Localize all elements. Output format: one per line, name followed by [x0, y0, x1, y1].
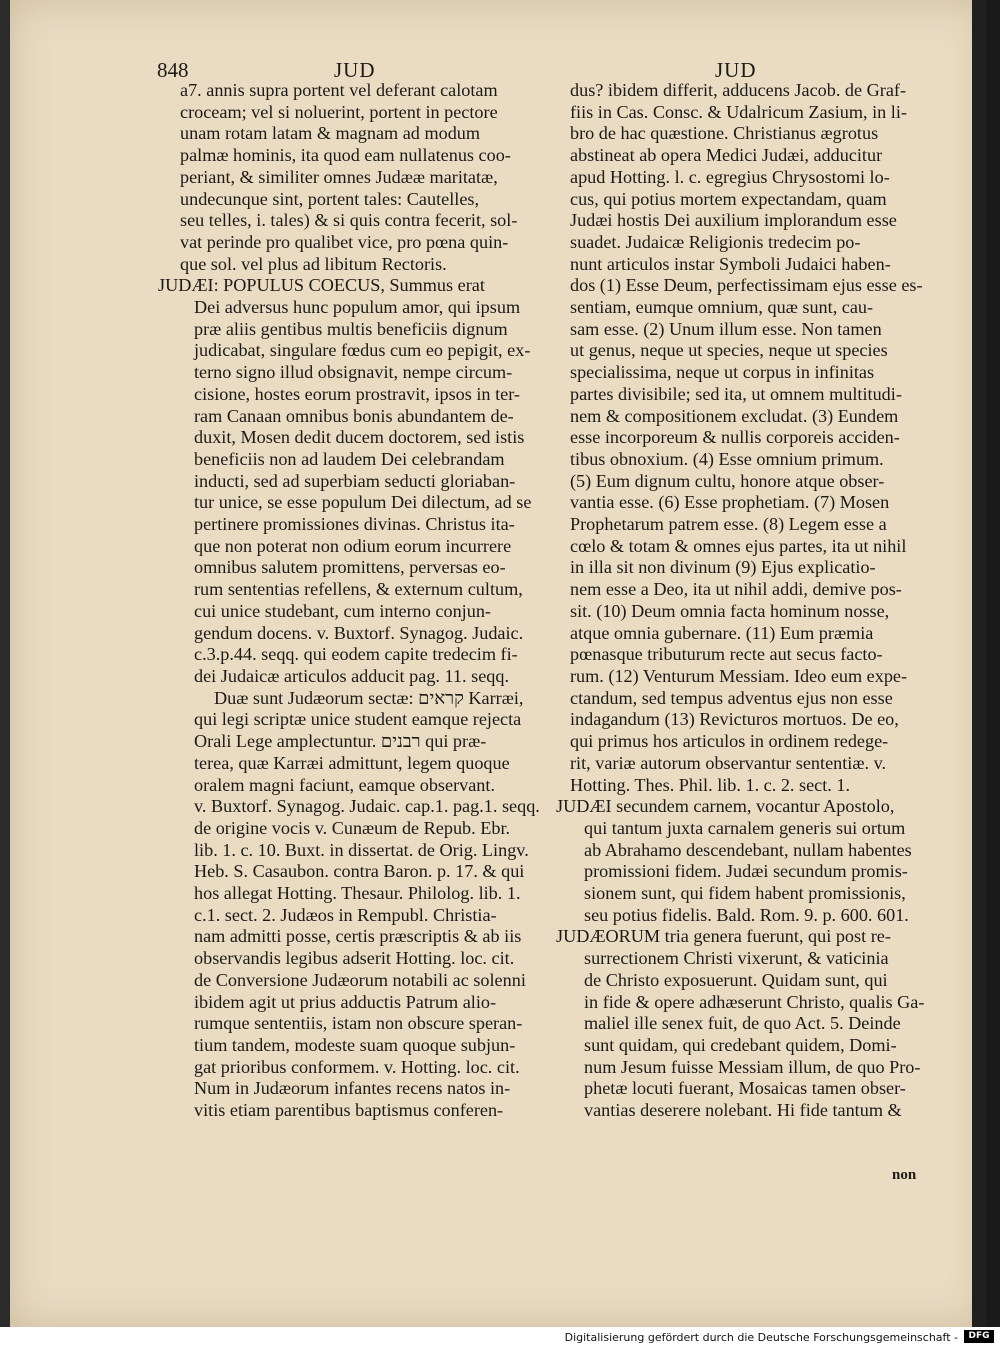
text-line: hos allegat Hotting. Thesaur. Philolog. lib. 1.	[194, 883, 521, 904]
text-line: vat perinde pro qualibet vice, pro pœna quin-	[180, 231, 509, 252]
scan-border-left	[0, 0, 10, 1327]
text-line: tibus obnoxium. (4) Esse omnium primum.	[570, 448, 884, 469]
text-line: apud Hotting. l. c. egregius Chrysostomi lo-	[570, 166, 890, 187]
book-page	[10, 0, 986, 1327]
text-line: maliel ille senex fuit, de quo Act. 5. Deinde	[584, 1013, 901, 1034]
text-line: fiis in Cas. Consc. & Udalricum Zasium, in li-	[570, 101, 907, 122]
text-line: seu potius fidelis. Bald. Rom. 9. p. 600. 601.	[584, 904, 909, 925]
text-line: undecunque sint, portent tales: Cautelles,	[180, 188, 480, 209]
running-head-left: JUD	[334, 58, 376, 82]
text-line: terea, quæ Karræi admittunt, legem quoque	[194, 752, 510, 773]
text-line: sit. (10) Deum omnia facta hominum nosse,	[570, 600, 890, 621]
text-line: vitis etiam parentibus baptismus conferen-	[194, 1100, 504, 1121]
text-line: ab Abrahamo descendebant, nullam habentes	[584, 839, 912, 860]
text-line: indagandum (13) Revicturos mortuos. De eo,	[570, 709, 899, 730]
text-line: croceam; vel si noluerint, portent in pectore	[180, 101, 498, 122]
text-line: que sol. vel plus ad libitum Rectoris.	[180, 253, 447, 274]
text-line: bro de hac quæstione. Christianus ægrotus	[570, 123, 879, 144]
text-line: tur unice, se esse populum Dei dilectum, ad se	[194, 492, 532, 513]
left-text-column	[158, 80, 542, 1122]
text-line: c.3.p.44. seqq. qui eodem capite tredecim fi-	[194, 644, 518, 665]
text-line: suadet. Judaicæ Religionis tredecim po-	[570, 231, 861, 252]
text-line: cus, qui potius mortem expectandam, quam	[570, 188, 887, 209]
text-line: de origine vocis v. Cunæum de Repub. Ebr.	[194, 817, 511, 838]
text-line: rumque sententiis, istam non obscure speran-	[194, 1013, 523, 1034]
text-line: palmæ hominis, ita quod eam nullatenus coo-	[180, 145, 511, 166]
text-line: oralem magni faciunt, eamque observant.	[194, 774, 495, 795]
text-line: cisione, hostes eorum prostravit, ipsos in ter-	[194, 383, 520, 404]
text-line: ram Canaan omnibus bonis abundantem de-	[194, 405, 514, 426]
text-line: Duæ sunt Judæorum sectæ: קראים Karræi,	[214, 687, 524, 708]
text-line: surrectionem Christi vixerunt, & vaticinia	[584, 948, 889, 969]
text-line: Heb. S. Casaubon. contra Baron. p. 17. & qui	[194, 861, 525, 882]
text-line: esse incorporeum & nullis corporeis acciden-	[570, 427, 900, 448]
text-line: præ aliis gentibus multis beneficiis dignum	[194, 318, 508, 339]
right-text-column	[556, 80, 932, 1122]
text-line: qui tantum juxta carnalem generis sui ortum	[584, 817, 906, 838]
text-line: ibidem agit ut prius adductis Patrum alio-	[194, 991, 497, 1012]
text-line: in fide & opere adhæserunt Christo, qualis Ga-	[584, 991, 925, 1012]
text-line: nem esse a Deo, ita ut nihil addi, demive pos-	[570, 579, 902, 600]
text-line: observandis legibus adserit Hotting. loc. cit.	[194, 948, 515, 969]
text-line: Dei adversus hunc populum amor, qui ipsum	[194, 297, 521, 318]
text-line: periant, & similiter omnes Judææ maritatæ,	[180, 166, 498, 187]
text-line: Prophetarum patrem esse. (8) Legem esse a	[570, 514, 887, 535]
text-line: JUDÆI secundem carnem, vocantur Apostolo,	[556, 796, 895, 817]
text-line: judicabat, singulare fœdus cum eo pepigit, ex-	[194, 340, 531, 361]
text-line: nunt articulos instar Symboli Judaici haben-	[570, 253, 891, 274]
text-line: sentiam, eumque omnium, quæ sunt, cau-	[570, 297, 874, 318]
text-line: sunt quidam, qui credebant quidem, Domi-	[584, 1034, 897, 1055]
text-line: omnibus salutem promittens, perversas eo-	[194, 557, 506, 578]
catchword: non	[892, 1167, 917, 1183]
text-line: sionem sunt, qui fidem habent promissionis,	[584, 883, 906, 904]
text-line: rit, variæ autorum observantur sententiæ. v.	[570, 752, 887, 773]
text-line: num Jesum fuisse Messiam illum, de quo Pro-	[584, 1056, 921, 1077]
text-line: qui primus hos articulos in ordinem redege-	[570, 731, 889, 752]
text-line: c.1. sect. 2. Judæos in Rempubl. Christia-	[194, 904, 497, 925]
text-line: partes divisibile; sed ita, ut omnem multitudi-	[570, 383, 902, 404]
text-line: sam esse. (2) Unum illum esse. Non tamen	[570, 318, 882, 339]
text-line: inducti, sed ad superbiam seducti gloriaban-	[194, 470, 516, 491]
text-line: pertinere promissiones divinas. Christus ita-	[194, 514, 515, 535]
page-number: 848	[157, 58, 189, 82]
text-line: specialissima, neque ut corpus in infinitas	[570, 362, 875, 383]
text-line: de Christo exposuerunt. Quidam sunt, qui	[584, 969, 888, 990]
text-line: Orali Lege amplectuntur. רבנים qui præ-	[194, 731, 487, 752]
text-line: de Conversione Judæorum notabili ac solenni	[194, 969, 526, 990]
text-line: rum sententias refellens, & externum cultum,	[194, 579, 523, 600]
text-line: ctandum, sed tempus adventus ejus non esse	[570, 687, 893, 708]
text-line: nem & compositionem excludat. (3) Eundem	[570, 405, 899, 426]
text-line: Hotting. Thes. Phil. lib. 1. c. 2. sect. 1.	[570, 774, 851, 795]
text-line: ut genus, neque ut species, neque ut species	[570, 340, 888, 361]
text-line: pœnasque tributurum recte aut secus facto-	[570, 644, 883, 665]
text-line: vantias deserere nolebant. Hi fide tantum &	[584, 1100, 902, 1121]
text-line: rum. (12) Venturum Messiam. Ideo eum expe-	[570, 665, 908, 686]
text-line: cui unice studebant, cum interno conjun-	[194, 600, 491, 621]
text-line: Num in Judæorum infantes recens natos in-	[194, 1078, 511, 1099]
text-line: JUDÆORUM tria genera fuerunt, qui post re-	[556, 926, 891, 947]
text-line: phetæ locuti fuerant, Mosaicas tamen obser-	[584, 1078, 906, 1099]
text-line: vantia esse. (6) Esse prophetiam. (7) Mosen	[570, 492, 890, 513]
text-line: (5) Eum dignum cultu, honore atque obser-	[570, 470, 885, 491]
running-head-right: JUD	[715, 58, 757, 82]
text-line: in illa sit non divinum (9) Ejus explicatio-	[570, 557, 876, 578]
text-line: JUDÆI: POPULUS COECUS, Summus erat	[158, 275, 485, 296]
text-line: gendum docens. v. Buxtorf. Synagog. Judaic.	[194, 622, 524, 643]
text-line: dus? ibidem differit, adducens Jacob. de Graf-	[570, 80, 907, 100]
text-line: dei Judaicæ articulos adducit pag. 11. seqq.	[194, 665, 510, 686]
text-line: qui legi scriptæ unice student eamque rejecta	[194, 709, 522, 730]
text-line: dos (1) Esse Deum, perfectissimam ejus esse es-	[570, 275, 923, 296]
text-line: nam admitti posse, certis præscriptis & ab iis	[194, 926, 522, 947]
text-line: promissioni fidem. Judæi secundum promis-	[584, 861, 908, 882]
text-line: cœlo & totam & omnes ejus partes, ita ut nihil	[570, 535, 907, 556]
text-line: que non poterat non odium eorum incurrere	[194, 535, 512, 556]
footer-credit: Digitalisierung gefördert durch die Deutsche Forschungsgemeinschaft -	[564, 1331, 958, 1344]
text-line: v. Buxtorf. Synagog. Judaic. cap.1. pag.1. seqq.	[194, 796, 540, 817]
text-line: abstineat ab opera Medici Judæi, adducitur	[570, 145, 883, 166]
scan-border-right	[972, 0, 986, 1327]
text-line: terno signo illud obsignavit, nempe circum-	[194, 362, 513, 383]
digitization-footer	[0, 1327, 1000, 1347]
text-line: lib. 1. c. 10. Buxt. in dissertat. de Orig. Lingv.	[194, 839, 529, 860]
text-line: beneficiis non ad laudem Dei celebrandam	[194, 448, 505, 469]
text-line: unam rotam latam & magnam ad modum	[180, 123, 481, 144]
text-line: tium tandem, modeste suam quoque subjun-	[194, 1034, 516, 1055]
text-line: a7. annis supra portent vel deferant calotam	[180, 80, 498, 100]
text-line: gat prioribus conformem. v. Hotting. loc. cit.	[194, 1056, 520, 1077]
text-line: Judæi hostis Dei auxilium implorandum esse	[570, 210, 897, 231]
text-line: seu telles, i. tales) & si quis contra fecerit, sol-	[180, 210, 518, 231]
text-line: duxit, Mosen dedit ducem doctorem, sed istis	[194, 427, 525, 448]
text-line: atque omnia gubernare. (11) Eum præmia	[570, 622, 874, 643]
dfg-logo: DFG	[964, 1330, 994, 1343]
